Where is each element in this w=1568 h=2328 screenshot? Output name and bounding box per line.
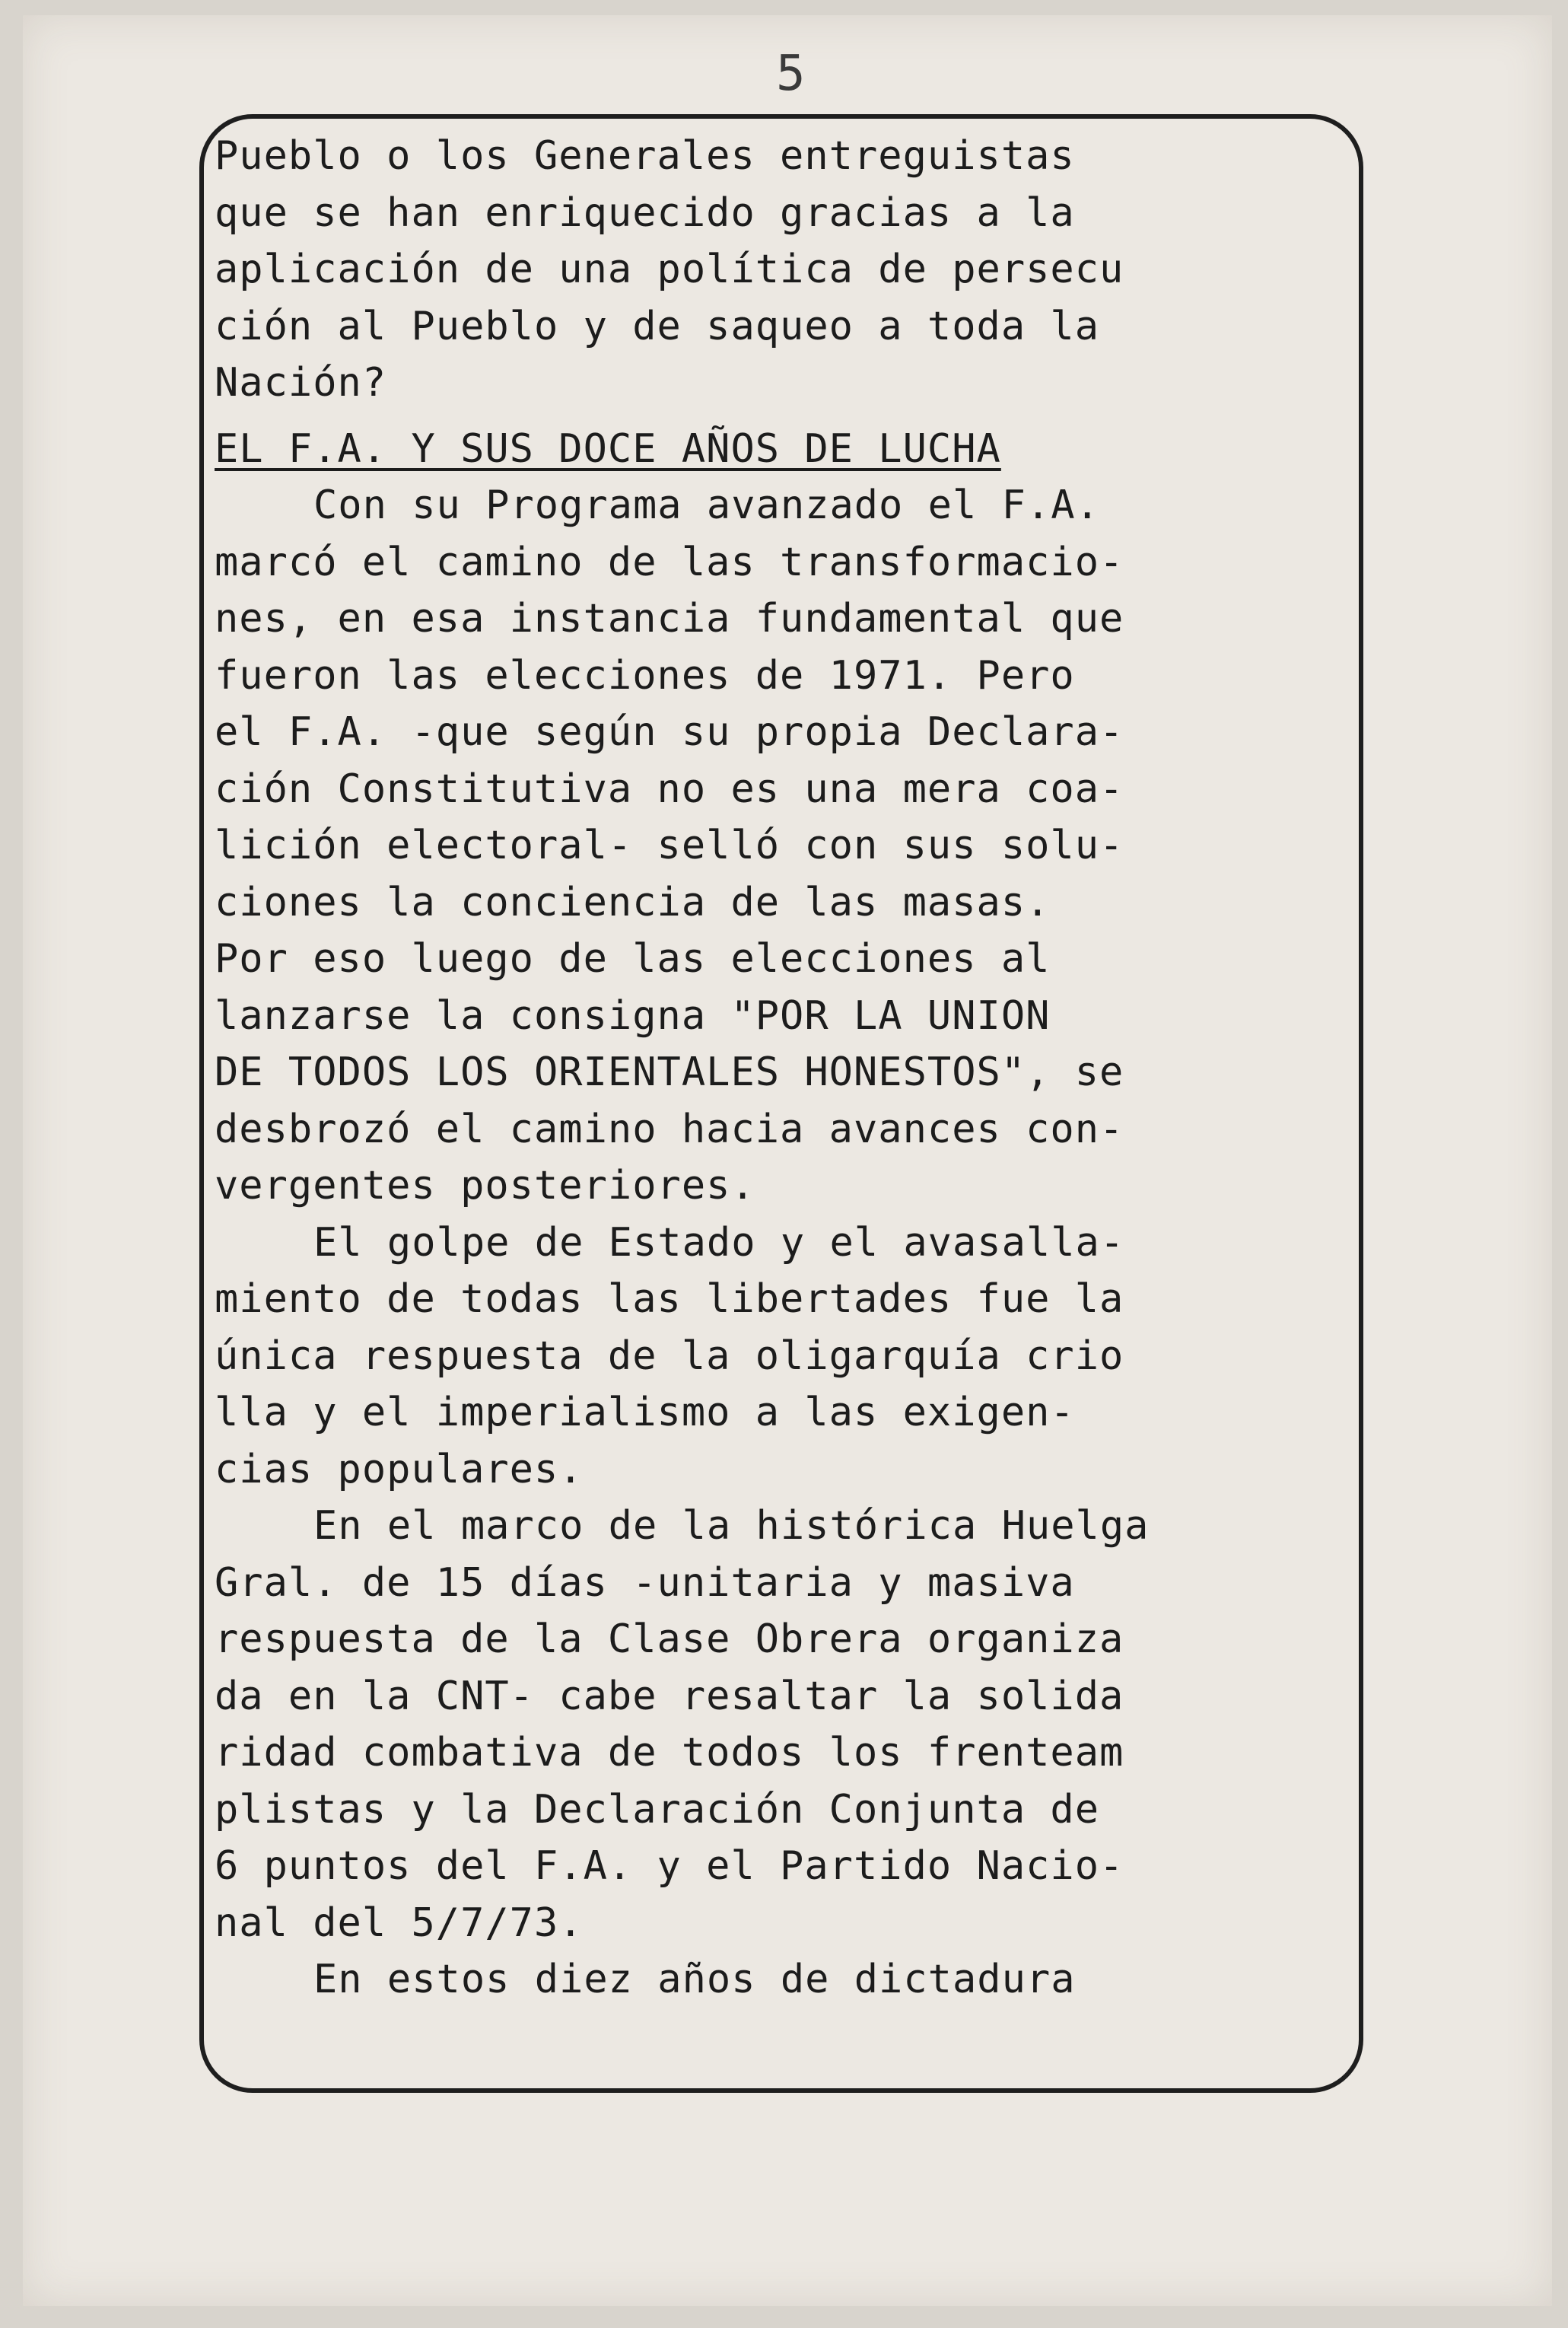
text-line: vergentes posteriores. [215, 1163, 755, 1209]
section-heading: EL F.A. Y SUS DOCE AÑOS DE LUCHA [215, 425, 1001, 472]
text-line: Pueblo o los Generales entreguistas [215, 133, 1075, 179]
text-line: lla y el imperialismo a las exigen- [215, 1390, 1075, 1435]
text-line: En el marco de la histórica Huelga [313, 1503, 1150, 1549]
text-line: ción Constitutiva no es una mera coa- [215, 766, 1124, 812]
text-line: plistas y la Declaración Conjunta de [215, 1786, 1100, 1833]
text-line: desbrozó el camino hacia avances con- [215, 1106, 1124, 1152]
text-line: nes, en esa instancia fundamental que [215, 596, 1124, 642]
text-line: el F.A. -que según su propia Declara- [215, 709, 1124, 755]
text-line: Por eso luego de las elecciones al [215, 936, 1051, 982]
page-number: 5 [776, 46, 806, 102]
text-line: En estos diez años de dictadura [313, 1957, 1076, 2002]
text-line: DE TODOS LOS ORIENTALES HONESTOS", se [215, 1049, 1124, 1095]
text-line: fueron las elecciones de 1971. Pero [215, 652, 1075, 699]
text-line: ciones la conciencia de las masas. [215, 879, 1051, 925]
typed-text-block [215, 128, 1333, 2008]
text-line: miento de todas las libertades fue la [215, 1276, 1124, 1322]
text-line: que se han enriquecido gracias a la [215, 189, 1075, 236]
text-line: lanzarse la consigna "POR LA UNION [215, 992, 1051, 1039]
text-line: da en la CNT- cabe resaltar la solida [215, 1673, 1124, 1719]
text-line: Nación? [215, 360, 387, 406]
text-line: ción al Pueblo y de saqueo a toda la [215, 303, 1100, 349]
text-line: ridad combativa de todos los frenteam [215, 1730, 1124, 1775]
text-line: 6 puntos del F.A. y el Partido Nacio- [215, 1843, 1124, 1889]
text-line: única respuesta de la oligarquía crio [215, 1333, 1124, 1379]
text-line: Gral. de 15 días -unitaria y masiva [215, 1559, 1075, 1606]
text-line: cias populares. [215, 1446, 584, 1492]
text-line: marcó el camino de las transformacio- [215, 539, 1124, 585]
text-line: Con su Programa avanzado el F.A. [313, 482, 1100, 528]
text-line: respuesta de la Clase Obrera organiza [215, 1616, 1124, 1662]
text-line: aplicación de una política de persecu [215, 247, 1124, 292]
text-line: lición electoral- selló con sus solu- [215, 823, 1124, 868]
text-line: El golpe de Estado y el avasalla- [313, 1219, 1125, 1266]
text-line: nal del 5/7/73. [215, 1900, 584, 1946]
